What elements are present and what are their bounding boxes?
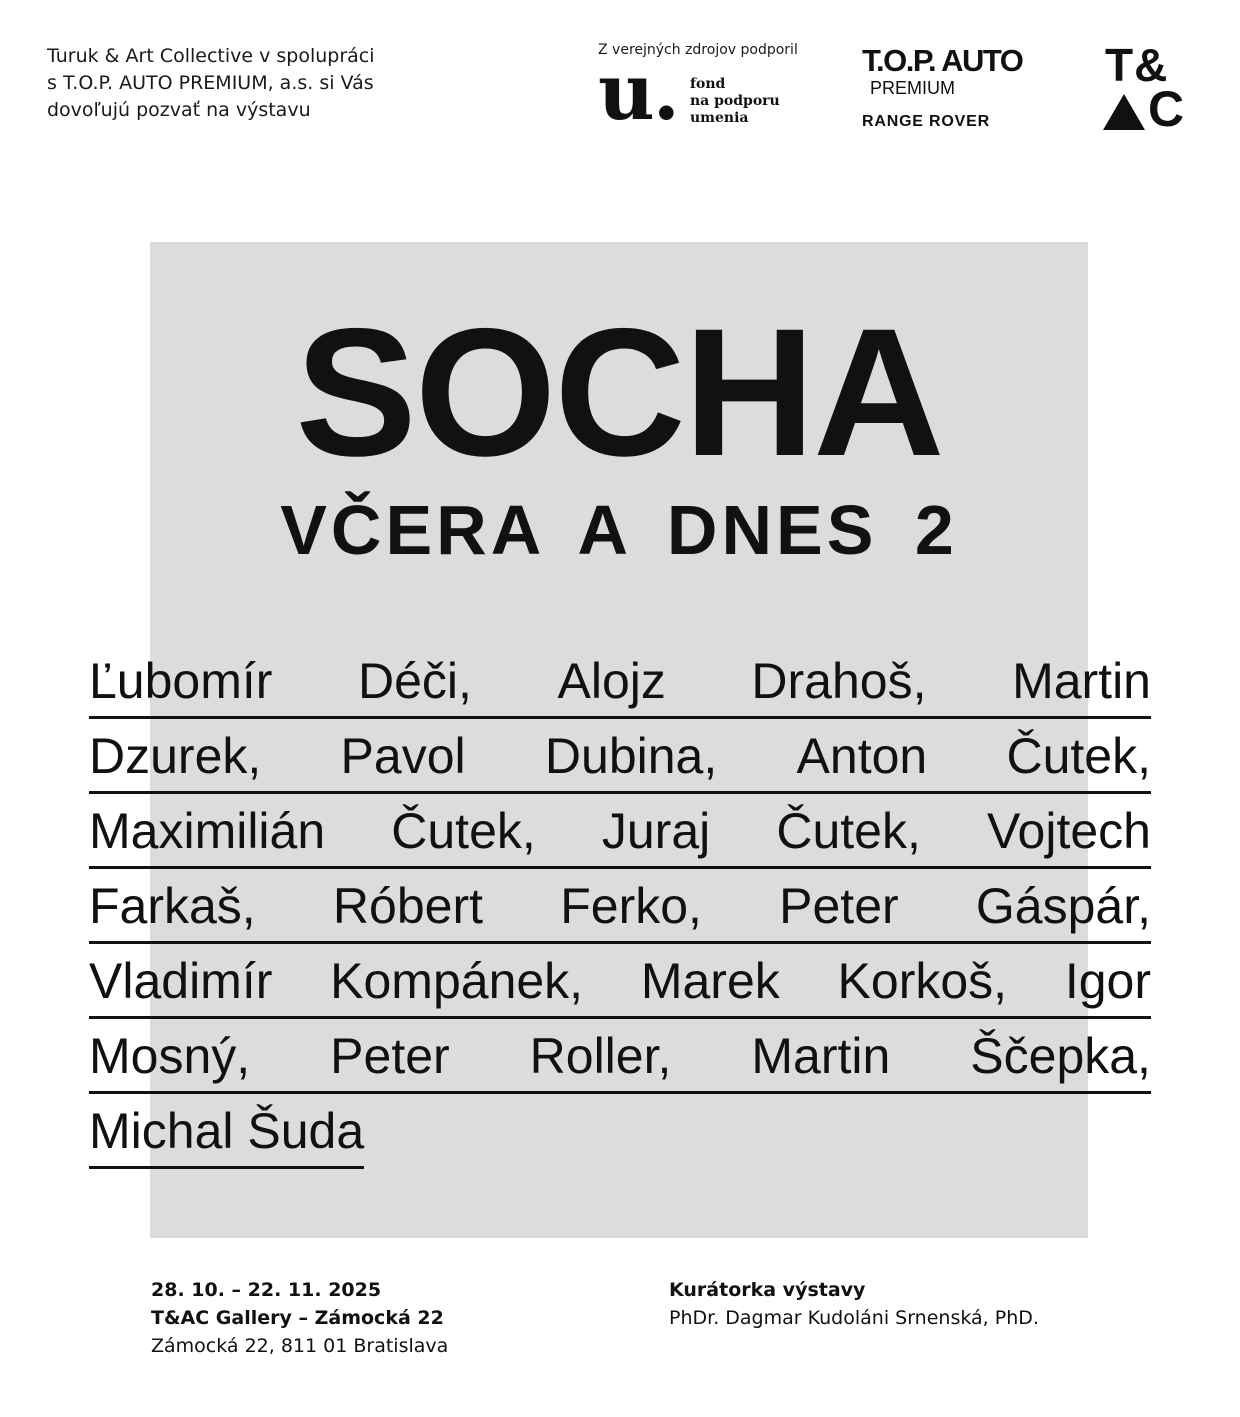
artist-word: Dubina, bbox=[544, 728, 718, 784]
event-info bbox=[151, 1276, 448, 1360]
artist-word: Peter bbox=[779, 878, 899, 934]
artist-word: Déči, bbox=[358, 653, 472, 709]
artist-word: Čutek, bbox=[1006, 728, 1151, 784]
intro-line: s T.O.P. AUTO PREMIUM, a.s. si Vás bbox=[47, 72, 374, 94]
event-address: Zámocká 22, 811 01 Bratislava bbox=[151, 1335, 449, 1357]
artist-word: Drahoš, bbox=[751, 653, 927, 709]
artist-word: Mosný, bbox=[89, 1028, 251, 1084]
intro-line: Turuk & Art Collective v spolupráci bbox=[47, 45, 375, 67]
artist-line bbox=[89, 719, 1151, 794]
artist-line bbox=[89, 794, 1151, 869]
artist-word: Dzurek, bbox=[89, 728, 262, 784]
fund-logo-line: na podporu bbox=[690, 93, 780, 109]
tac-logo bbox=[1103, 39, 1195, 137]
artist-word: Čutek, bbox=[391, 803, 536, 859]
fund-logo-block bbox=[598, 42, 838, 150]
artist-word: Čutek, bbox=[776, 803, 921, 859]
fund-caption: Z verejných zdrojov podporil bbox=[598, 42, 798, 58]
artist-line bbox=[89, 1019, 1151, 1094]
artist-word: Martin bbox=[751, 1028, 891, 1084]
intro-text bbox=[47, 43, 487, 124]
tac-logo-top: T& bbox=[1105, 39, 1169, 91]
exhibition-subtitle: VČERA A DNES 2 bbox=[280, 491, 958, 569]
artist-word: Igor bbox=[1064, 953, 1151, 1009]
curator-info bbox=[669, 1276, 1039, 1332]
artist-word: Marek bbox=[640, 953, 780, 1009]
artist-word: Peter bbox=[330, 1028, 450, 1084]
exhibition-title: SOCHA bbox=[295, 290, 943, 494]
artist-word: Maximilián bbox=[89, 803, 326, 859]
fund-logo-line: umenia bbox=[690, 110, 749, 126]
curator-label: Kurátorka výstavy bbox=[669, 1279, 866, 1301]
artist-line bbox=[89, 1094, 364, 1169]
artist-word: Alojz bbox=[557, 653, 666, 709]
artist-word: Ščepka, bbox=[970, 1028, 1151, 1084]
artist-word: Martin bbox=[1012, 653, 1151, 709]
artist-word: Farkaš, bbox=[89, 878, 256, 934]
artist-word: Ľubomír bbox=[89, 653, 273, 709]
artist-word: Vladimír bbox=[89, 953, 273, 1009]
fund-logo-text bbox=[690, 76, 780, 127]
triangle-icon bbox=[1103, 94, 1145, 130]
artist-word: Michal Šuda bbox=[89, 1103, 365, 1159]
intro-line: dovoľujú pozvať na výstavu bbox=[47, 99, 311, 121]
artist-word: Roller, bbox=[529, 1028, 672, 1084]
artist-word: Vojtech bbox=[986, 803, 1151, 859]
artist-line bbox=[89, 869, 1151, 944]
artist-word: Pavol bbox=[340, 728, 466, 784]
artist-word: Gáspár, bbox=[975, 878, 1151, 934]
artist-word: Ferko, bbox=[560, 878, 702, 934]
artist-word: Korkoš, bbox=[837, 953, 1008, 1009]
artist-word: Kompánek, bbox=[330, 953, 584, 1009]
range-rover-wordmark: RANGE ROVER bbox=[862, 113, 990, 130]
top-auto-logo bbox=[862, 44, 1062, 131]
artist-line bbox=[89, 644, 1151, 719]
fund-logo-line: fond bbox=[690, 76, 726, 92]
event-venue: T&AC Gallery – Zámocká 22 bbox=[151, 1307, 444, 1329]
artist-word: Anton bbox=[796, 728, 928, 784]
top-auto-premium: PREMIUM bbox=[870, 78, 955, 98]
tac-logo-bottom: C bbox=[1148, 81, 1185, 137]
top-auto-title: T.O.P. AUTO bbox=[862, 43, 1023, 78]
artist-line bbox=[89, 944, 1151, 1019]
event-dates: 28. 10. – 22. 11. 2025 bbox=[151, 1279, 382, 1301]
artist-word: Juraj bbox=[601, 803, 711, 859]
fund-logo-letter: u. bbox=[598, 47, 678, 138]
artist-word: Róbert bbox=[332, 878, 483, 934]
curator-name: PhDr. Dagmar Kudoláni Srnenská, PhD. bbox=[669, 1307, 1039, 1329]
artist-list bbox=[89, 644, 1151, 1169]
